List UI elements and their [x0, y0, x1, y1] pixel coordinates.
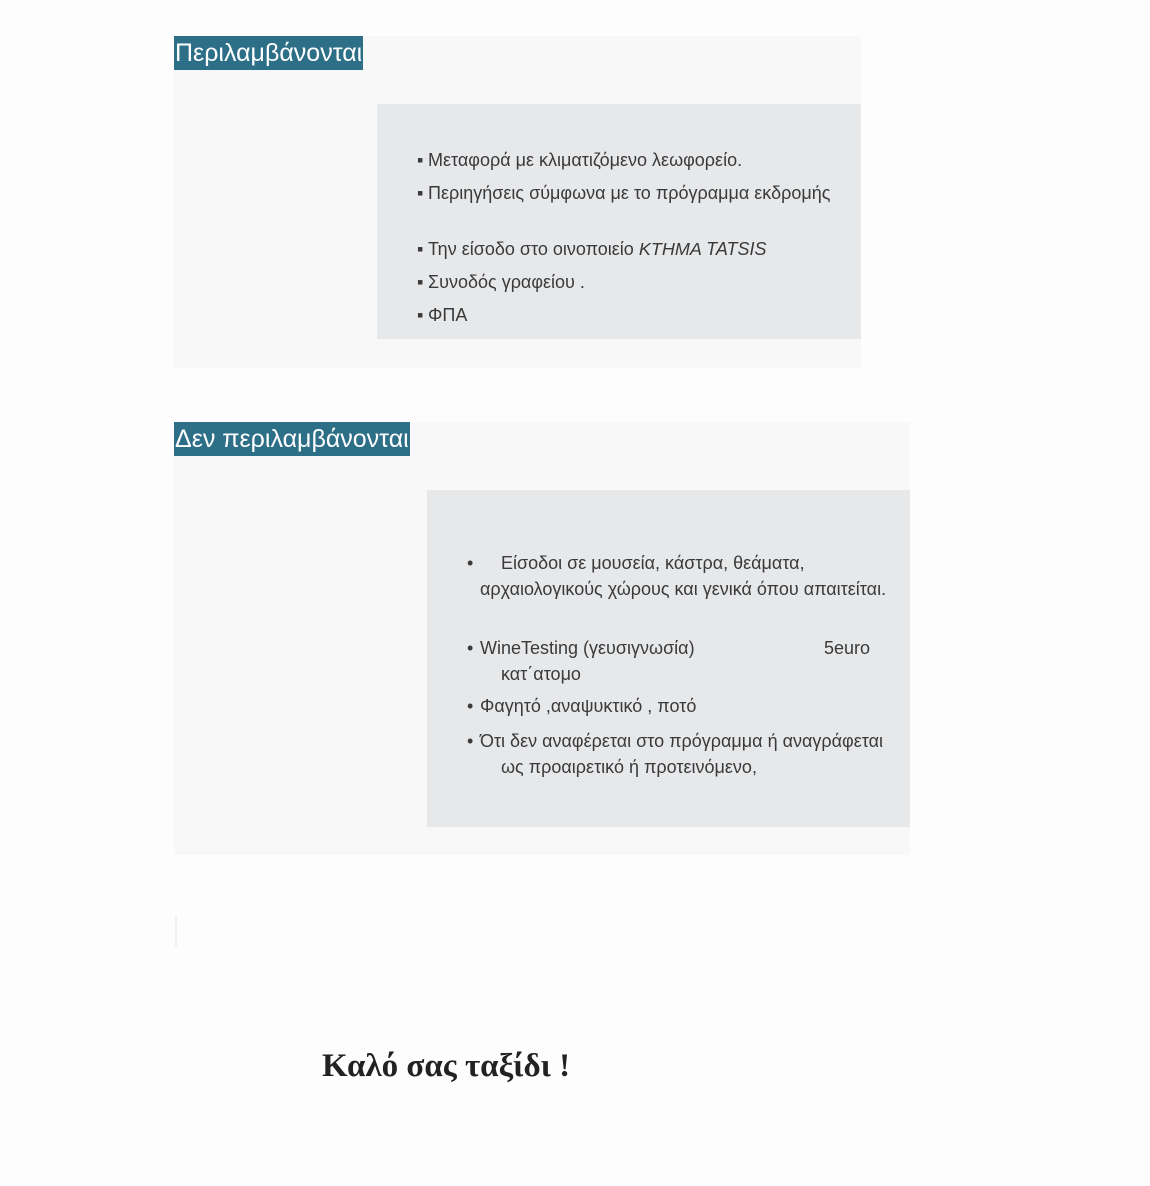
price: 5euro: [824, 638, 871, 658]
bullet-icon: •: [467, 731, 474, 751]
excluded-heading: Δεν περιλαμβάνονται: [174, 422, 410, 456]
bullet-icon: •: [467, 553, 474, 573]
included-item: ▪ Συνοδός γραφείου .: [417, 272, 585, 292]
included-list-box: [377, 104, 861, 339]
excluded-item: • WineTesting (γευσιγνωσία) 5euro κατ΄ατομο: [467, 635, 897, 687]
excluded-item: • Είσοδοι σε μουσεία, κάστρα, θεάματα, αρχαιολογικούς χώρους και γενικά όπου απαιτείται.: [467, 550, 897, 602]
farewell-message: Καλό σας ταξίδι !: [322, 1048, 571, 1084]
winery-name: ΚΤΗΜΑ TATSIS: [638, 239, 767, 259]
bullet-icon: ▪: [417, 150, 424, 170]
bullet-icon: ▪: [417, 239, 424, 259]
included-item: ▪ Μεταφορά με κλιματιζόμενο λεωφορείο.: [417, 150, 743, 170]
bullet-icon: •: [467, 696, 474, 716]
included-item: ▪ Περιηγήσεις σύμφωνα με το πρόγραμμα εκδρομής: [417, 183, 831, 203]
included-item: ▪ Την είσοδο στο οινοποιείο ΚΤΗΜΑ TATSIS: [417, 239, 767, 259]
excluded-list-box: [427, 490, 910, 827]
divider: [175, 915, 177, 947]
bullet-icon: ▪: [417, 183, 424, 203]
excluded-item: • Ότι δεν αναφέρεται στο πρόγραμμα ή αναγράφεται ως προαιρετικό ή προτεινόμενο,: [467, 728, 897, 780]
bullet-icon: ▪: [417, 305, 424, 325]
bullet-icon: •: [467, 638, 474, 658]
bullet-icon: ▪: [417, 272, 424, 292]
included-heading: Περιλαμβάνονται: [174, 36, 363, 70]
included-item: ▪ ΦΠΑ: [417, 305, 468, 325]
excluded-item: • Φαγητό ,αναψυκτικό , ποτό: [467, 693, 897, 719]
